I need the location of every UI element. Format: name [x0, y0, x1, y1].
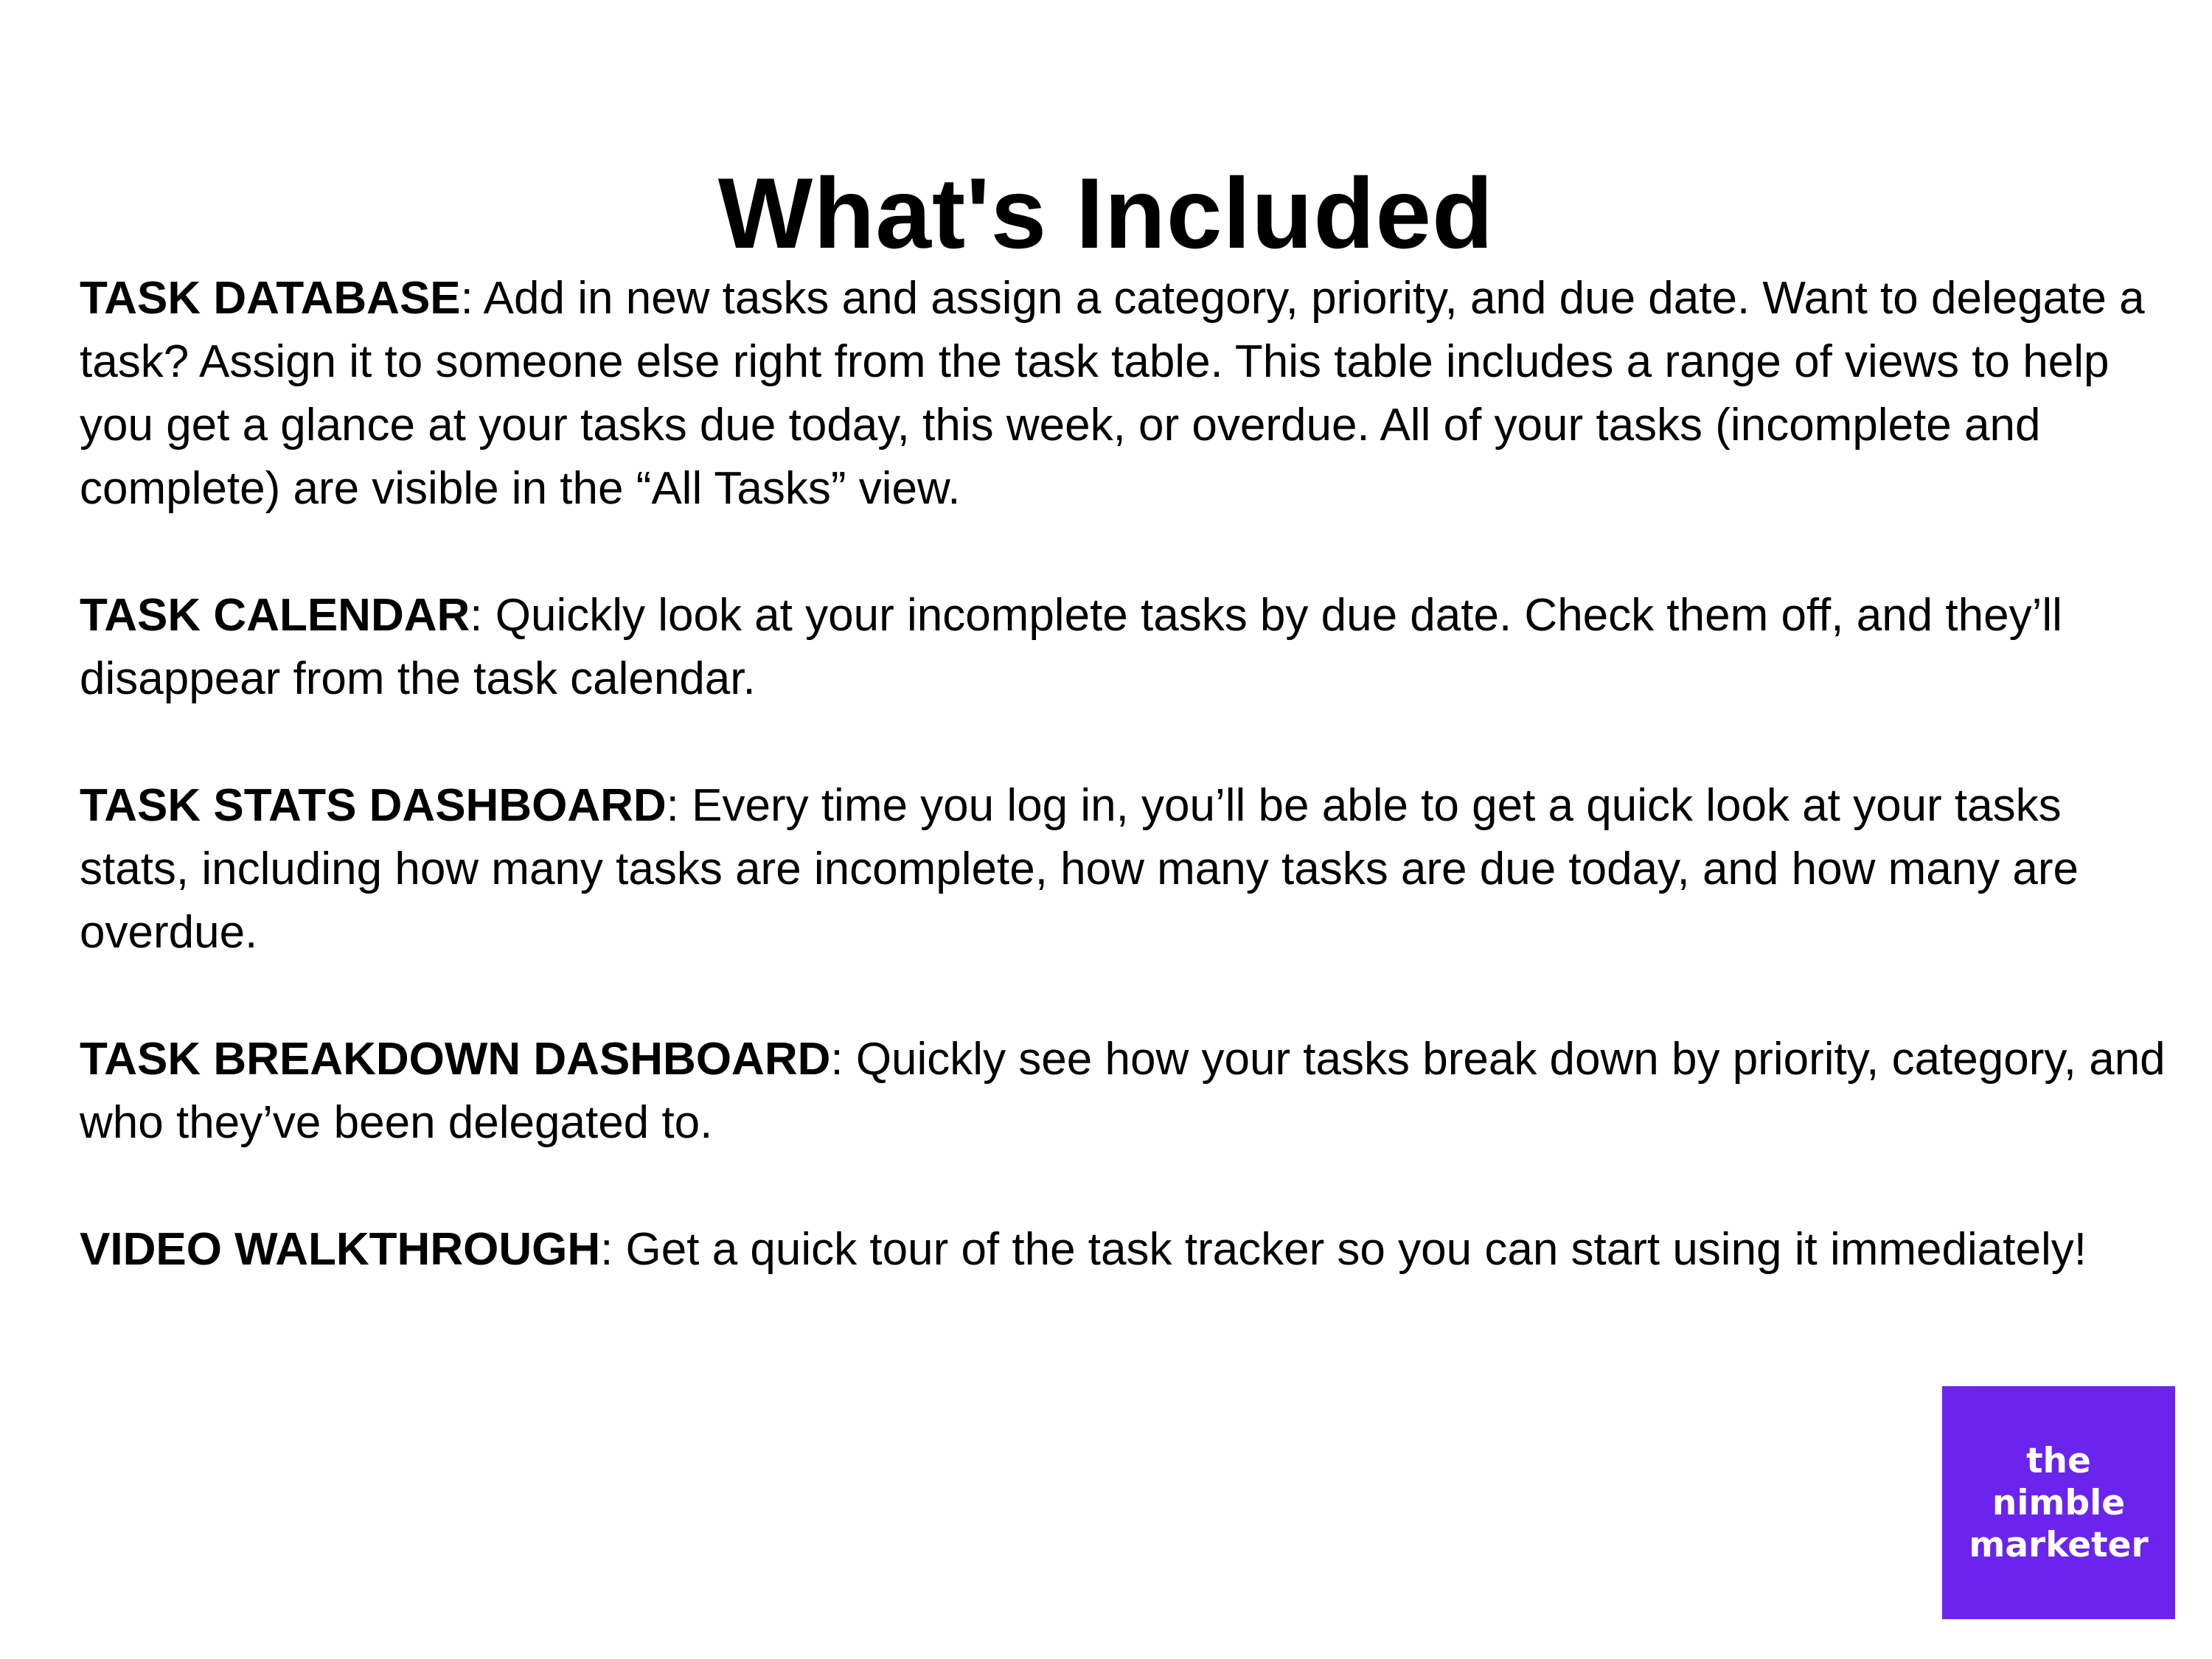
section-task-calendar: [80, 584, 2166, 711]
section-heading: TASK CALENDAR: [80, 590, 470, 641]
brand-logo: [1942, 1386, 2175, 1619]
section-video-walkthrough: [80, 1218, 2166, 1281]
logo-line-the: the: [2026, 1440, 2091, 1481]
section-task-stats-dashboard: [80, 774, 2166, 964]
logo-line-nimble: nimble: [1992, 1482, 2126, 1523]
section-task-breakdown-dashboard: [80, 1028, 2166, 1155]
section-task-database: [80, 267, 2166, 521]
section-text: : Every time you log in, you’ll be able to get a quick look at your tasks stats, including how many tasks are incomplete, how many tasks are due today, and how many are overdue.: [80, 780, 2079, 958]
content-area: [80, 267, 2166, 1345]
section-text: : Get a quick tour of the task tracker so you can start using it immediately!: [600, 1224, 2087, 1275]
section-heading: TASK BREAKDOWN DASHBOARD: [80, 1034, 831, 1085]
section-text: : Quickly look at your incomplete tasks by due date. Check them off, and they’ll disappear from the task calendar.: [80, 590, 2062, 704]
section-heading: VIDEO WALKTHROUGH: [80, 1224, 601, 1275]
section-heading: TASK DATABASE: [80, 273, 461, 324]
logo-line-marketer: marketer: [1969, 1524, 2149, 1565]
page-title: What's Included: [717, 157, 1495, 270]
section-heading: TASK STATS DASHBOARD: [80, 780, 667, 831]
section-text: : Quickly see how your tasks break down by priority, category, and who they’ve been delegated to.: [80, 1034, 2166, 1148]
section-text: : Add in new tasks and assign a category, priority, and due date. Want to delegate a task? Assign it to someone else right from the task table. This table includes a range of views to help you get a glance at your tasks due today, this week, or overdue. All of your tasks (incomplete and complete) are visible in the “All Tasks” view.: [80, 273, 2145, 514]
